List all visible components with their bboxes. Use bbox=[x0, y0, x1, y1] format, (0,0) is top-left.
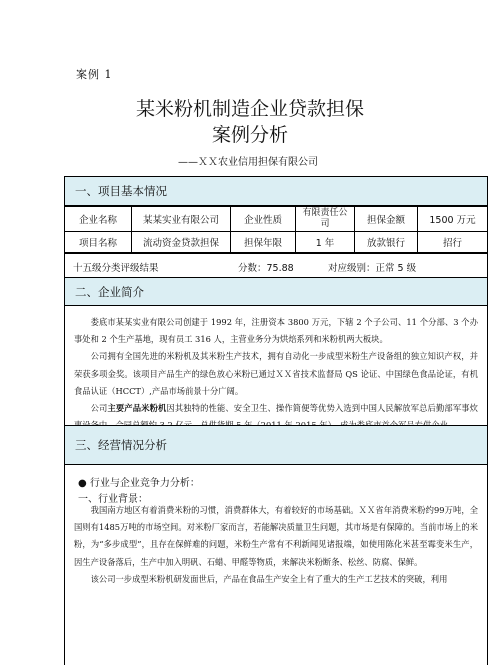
paragraph: 该公司一步成型米粉机研发面世后，产品在食品生产安全上有了重大的生产工艺技术的突破，利用 bbox=[90, 573, 448, 584]
rating-level: 对应级别：正常 5 级 bbox=[328, 263, 417, 274]
table-cell: 企业性质 bbox=[231, 207, 296, 232]
table-cell: 企业名称 bbox=[65, 207, 132, 232]
table-row bbox=[65, 207, 487, 232]
section-heading: 一、项目基本情况 bbox=[65, 177, 487, 206]
bullet-heading: ● 行业与企业竞争力分析： bbox=[78, 478, 200, 489]
table-cell: 有限责任公司 bbox=[296, 207, 355, 232]
table-cell: 担保年限 bbox=[231, 232, 296, 253]
page-title: 某米粉机制造企业贷款担保 bbox=[135, 98, 364, 120]
author-byline: ——ＸＸ农业信用担保有限公司 bbox=[178, 157, 318, 168]
rating-row bbox=[65, 253, 487, 280]
table-cell: 项目名称 bbox=[65, 232, 132, 253]
table-cell: 放款银行 bbox=[355, 232, 418, 253]
table-cell: 流动资金贷款担保 bbox=[132, 232, 231, 253]
table-cell: 某某实业有限公司 bbox=[132, 207, 231, 232]
table-cell: 1 年 bbox=[296, 232, 355, 253]
table-row bbox=[65, 232, 487, 253]
project-info-table bbox=[65, 206, 487, 253]
section-project-info bbox=[64, 176, 488, 278]
paragraph: 娄底市某某实业有限公司创建于 1992 年，注册资本 3800 万元，下辖 2 个子公司、11 个分部、3 个办事处和 2 个生产基地，现有员工 316 人，主营业务分为烘焙系列和米粉机两大板块。 bbox=[74, 317, 478, 345]
table-cell: 担保金额 bbox=[355, 207, 418, 232]
bold-phrase: 主要产品米粉机 bbox=[107, 403, 167, 414]
table-cell: 1500 万元 bbox=[418, 207, 488, 232]
table-cell: 招行 bbox=[418, 232, 488, 253]
sub-heading: 一、行业背景： bbox=[78, 494, 148, 505]
paragraph: 公司主要产品米粉机因其独特的性能、安全卫生、操作简便等优势入选到中国人民解放军总后勤部军事炊 bbox=[90, 403, 478, 414]
page-subtitle: 案例分析 bbox=[211, 124, 288, 146]
rating-score: 分数：75.88 bbox=[238, 263, 294, 274]
industry-background-text bbox=[74, 502, 478, 588]
paragraph: 我国南方地区有着消费米粉的习惯，消费群体大，有着较好的市场基础。ＸＸ省年消费米粉约99万吨，全国则有1485万吨的市场空间。对米粉厂家而言，若能解决质量卫生问题，其市场是有保障的。当前市场上的米粉，为“多步成型”，且存在保鲜难的问题，米粉生产常有不利新闻见诸报端，如使用陈化米甚至霉变米生产，因生产设备落后，生产中加入明矾、石蜡、甲醛等物质，来解决米粉断条、松丝、防腐、保鲜。 bbox=[74, 505, 478, 567]
rating-label: 十五级分类评级结果 bbox=[73, 263, 159, 274]
section-heading: 三、经营情况分析 bbox=[65, 426, 487, 465]
case-label: 案例 1 bbox=[76, 68, 113, 81]
paragraph: 公司拥有全国先进的米粉机及其米粉生产技术，拥有自动化一步成型米粉生产设备组的独立知识产权，并荣获多项金奖。该项目产品生产的绿色放心米粉已通过ＸＸ省技术监督局 QS 论证、中国绿色食品论证，有机食品认证（HCCT）,产品市场前景十分广阔。 bbox=[74, 351, 478, 396]
company-intro-text bbox=[74, 314, 478, 434]
section-heading: 二、企业简介 bbox=[65, 278, 487, 306]
